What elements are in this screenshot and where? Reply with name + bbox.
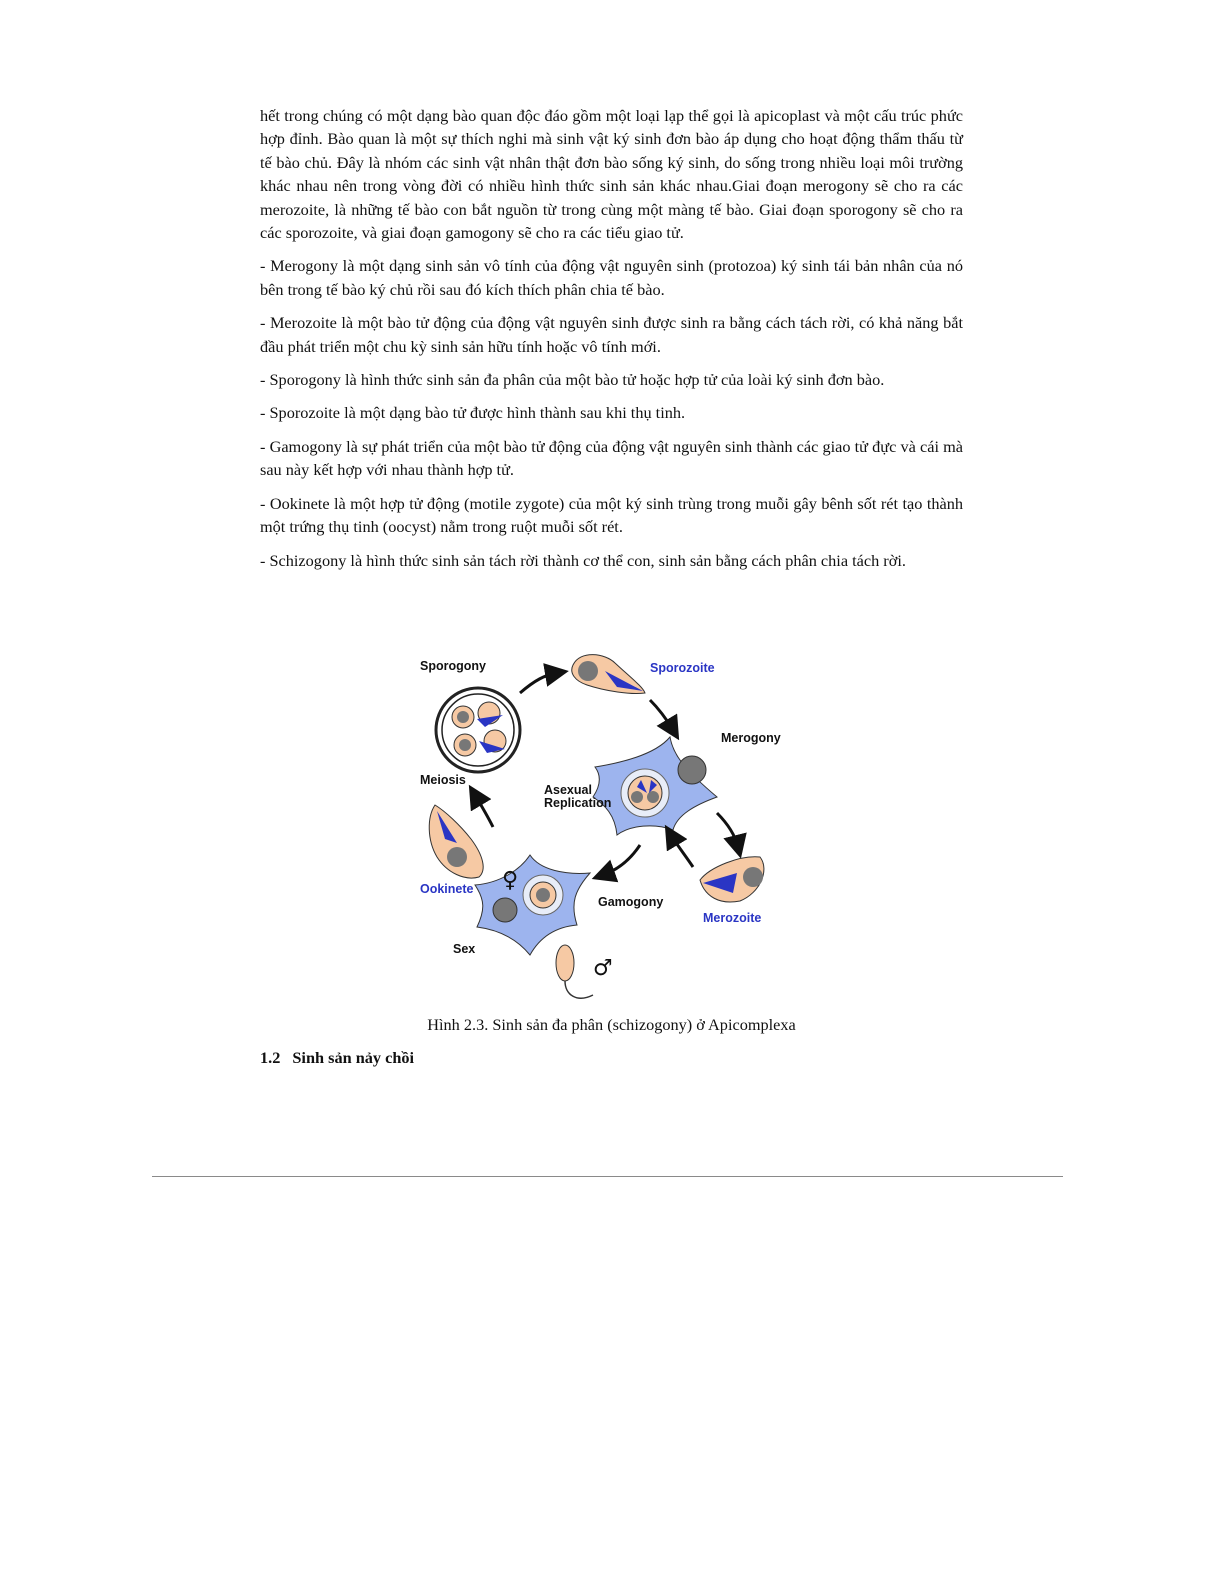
- label-sporogony: Sporogony: [420, 659, 486, 673]
- ookinete-icon: [429, 805, 483, 878]
- label-replication: Replication: [544, 796, 612, 810]
- section-heading: [260, 1048, 414, 1068]
- paragraph-sporozoite: - Sporozoite là một dạng bào tử được hình thành sau khi thụ tinh.: [260, 403, 686, 423]
- arrow-merozoite-to-merogony: [671, 835, 693, 867]
- page-divider: [152, 1176, 1063, 1177]
- arrow-merogony-to-gamogony: [603, 845, 640, 875]
- arrow-merogony-to-merozoite: [717, 813, 738, 847]
- label-sporozoite: Sporozoite: [650, 661, 715, 675]
- sexual-host-cell-icon: [475, 855, 590, 955]
- paragraph-schizogony: - Schizogony là hình thức sinh sản tách rời thành cơ thể con, sinh sản bằng cách phân chia tách rời.: [260, 550, 906, 570]
- figure-caption: Hình 2.3. Sinh sản đa phân (schizogony) ở Apicomplexa: [427, 1015, 796, 1034]
- paragraph-gamogony: - Gamogony là sự phát triển của một bào tử động của động vật nguyên sinh thành các giao tử đực và cái mà sau này kết hợp với nhau thành hợp tử.: [260, 436, 963, 480]
- section-number: 1.2: [260, 1048, 281, 1067]
- paragraph-merozoite: - Merozoite là một bào tử động của động vật nguyên sinh được sinh ra bằng cách tách rời, có khả năng bắt đầu phát triển một chu kỳ sinh sản hữu tính hoặc vô tính mới.: [260, 313, 963, 356]
- arrow-sporogony-to-sporozoite: [520, 673, 557, 693]
- label-merogony: Merogony: [721, 731, 781, 745]
- paragraph-sporogony: - Sporogony là hình thức sinh sản đa phân của một bào tử hoặc hợp tử của loài ký sinh đơn bào.: [260, 370, 885, 390]
- sporozoite-icon: [572, 655, 645, 694]
- label-ookinete: Ookinete: [420, 882, 474, 896]
- arrow-sex-to-meiosis: [475, 795, 493, 827]
- section-title: Sinh sản nảy chồi: [292, 1048, 415, 1067]
- paragraph-intro: hết trong chúng có một dạng bào quan độc đáo gồm một loại lạp thể gọi là apicoplast và một cấu trúc phức hợp đỉnh. Bào quan là một sự thích nghi mà sinh vật ký sinh đơn bào áp dụng cho hoạt động thẩm thấu từ tế bào chủ. Đây là nhóm các sinh vật nhân thật đơn bào sống ký sinh, do sống trong nhiều loại môi trường khác nhau nên trong vòng đời có nhiều hình thức sinh sản khác nhau.Giai đoạn merogony sẽ cho ra các merozoite, là những tế bào con bắt nguồn từ trong cùng một màng tế bào. Giai đoạn sporogony sẽ cho ra các sporozoite, và giai đoạn gamogony sẽ cho ra các tiểu giao tử.: [260, 106, 963, 243]
- body-text: [260, 104, 963, 582]
- male-gamete-icon: [556, 945, 593, 998]
- oocyst-icon: [436, 688, 520, 772]
- male-symbol-icon: ♂: [593, 956, 613, 981]
- life-cycle-diagram: [405, 645, 815, 1010]
- label-merozoite: Merozoite: [703, 911, 762, 925]
- label-meiosis: Meiosis: [420, 773, 466, 787]
- paragraph-merogony: - Merogony là một dạng sinh sản vô tính của động vật nguyên sinh (protozoa) ký sinh tái bản nhân của nó bên trong tế bào ký chủ rồi sau đó kích thích phân chia tế bào.: [260, 256, 963, 299]
- label-asexual: Asexual: [544, 783, 592, 797]
- asexual-host-cell-icon: [593, 737, 717, 835]
- label-gamogony: Gamogony: [598, 895, 664, 909]
- arrow-sporozoite-to-merogony: [650, 700, 673, 730]
- paragraph-ookinete: - Ookinete là một hợp tử động (motile zygote) của một ký sinh trùng trong muỗi gây bênh sốt rét tạo thành một trứng thụ tinh (oocyst) nằm trong ruột muỗi sốt rét.: [260, 493, 963, 537]
- merozoite-icon: [700, 857, 764, 902]
- female-symbol-icon: ♀: [502, 868, 519, 893]
- life-cycle-figure: [405, 645, 815, 1010]
- label-sex: Sex: [453, 942, 476, 956]
